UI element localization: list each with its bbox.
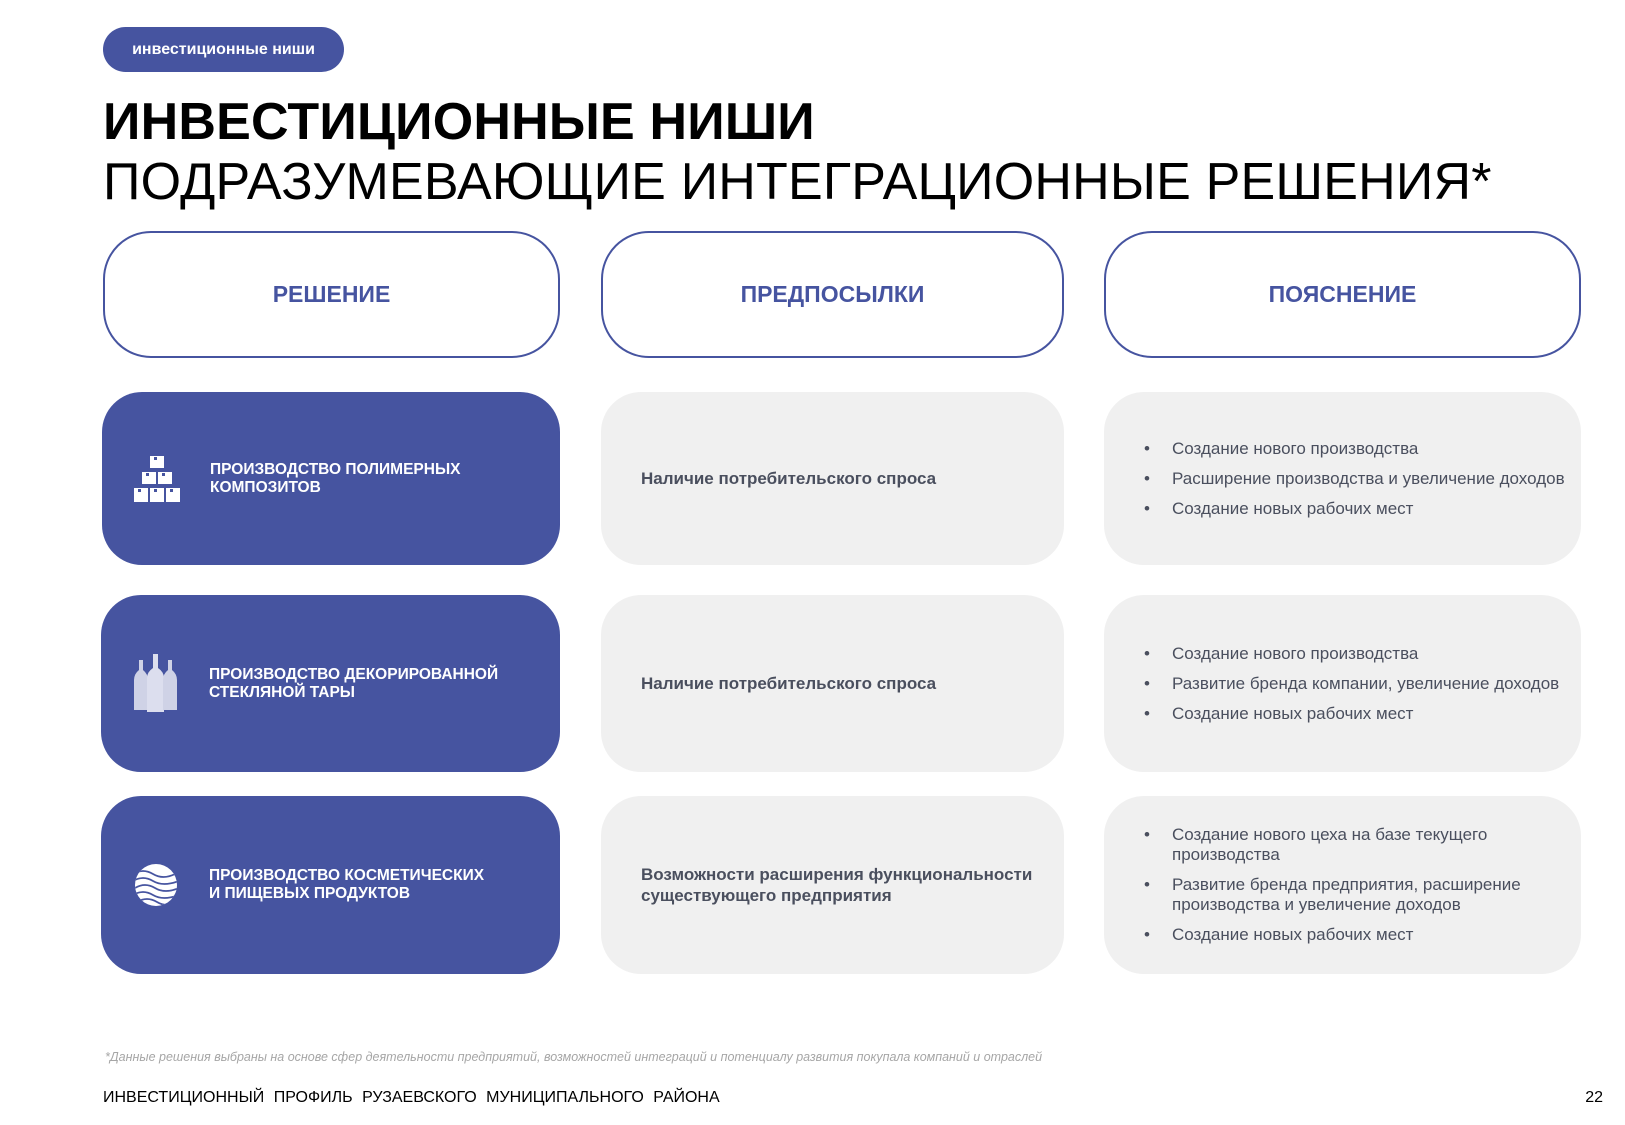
prerequisite-text-1: Наличие потребительского спроса	[641, 469, 937, 488]
bullet-icon: •	[1144, 673, 1150, 693]
page-title: ИНВЕСТИЦИОННЫЕ НИШИ	[103, 93, 815, 151]
solution-card-3	[101, 796, 560, 974]
list-item: • Создание новых рабочих мест	[1144, 498, 1414, 518]
page-subtitle: ПОДРАЗУМЕВАЮЩИЕ ИНТЕГРАЦИОННЫЕ РЕШЕНИЯ*	[103, 153, 1492, 211]
header-solution: РЕШЕНИЕ	[103, 231, 560, 358]
prerequisite-card-2	[601, 595, 1064, 772]
list-item: • Расширение производства и увеличение доходов	[1144, 468, 1565, 488]
footer-title: ИНВЕСТИЦИОННЫЙ ПРОФИЛЬ РУЗАЕВСКОГО МУНИЦИПАЛЬНОГО РАЙОНА	[103, 1089, 720, 1106]
explanation-list-2	[1144, 634, 1567, 734]
bullet-icon: •	[1144, 498, 1150, 518]
list-item: • Развитие бренда компании, увеличение доходов	[1144, 673, 1560, 693]
prerequisite-card-3	[601, 796, 1064, 974]
explanation-card-3	[1104, 796, 1581, 974]
list-item: • Создание нового производства	[1144, 438, 1419, 458]
section-tag: инвестиционные ниши	[103, 27, 344, 72]
list-item: • Создание нового цеха на базе текущего производства	[1144, 825, 1488, 864]
header-prerequisites: ПРЕДПОСЫЛКИ	[601, 231, 1064, 358]
header-explanation: ПОЯСНЕНИЕ	[1104, 231, 1581, 358]
bottles-icon	[129, 657, 183, 711]
bullet-icon: •	[1144, 643, 1150, 663]
bullet-icon: •	[1144, 468, 1150, 488]
footnote: *Данные решения выбраны на основе сфер деятельности предприятий, возможностей интеграций и потенциалу развития покупала компаний и отраслей	[105, 1050, 1043, 1064]
bullet-icon: •	[1144, 925, 1150, 944]
prerequisite-text-2: Наличие потребительского спроса	[641, 674, 937, 693]
list-item: • Создание нового производства	[1144, 643, 1419, 663]
solution-label-2: ПРОИЗВОДСТВО ДЕКОРИРОВАННОЙ СТЕКЛЯНОЙ ТАРЫ	[209, 665, 499, 701]
solution-label-1: ПРОИЗВОДСТВО ПОЛИМЕРНЫХ КОМПОЗИТОВ	[210, 460, 461, 496]
boxes-icon	[130, 452, 184, 506]
list-item: • Развитие бренда предприятия, расширение производства и увеличение доходов	[1144, 875, 1521, 914]
prerequisite-text-3: Возможности расширения функциональности существующего предприятия	[641, 865, 1033, 905]
solution-label-3: ПРОИЗВОДСТВО КОСМЕТИЧЕСКИХ И ПИЩЕВЫХ ПРОДУКТОВ	[209, 867, 485, 902]
bullet-icon: •	[1144, 438, 1150, 458]
solution-card-2	[101, 595, 560, 772]
page-number: 22	[1585, 1089, 1603, 1106]
bullet-icon: •	[1144, 875, 1150, 894]
explanation-card-1	[1104, 392, 1581, 565]
prerequisite-card-1	[601, 392, 1064, 565]
explanation-card-2	[1104, 595, 1581, 772]
bullet-icon: •	[1144, 703, 1150, 723]
explanation-list-1	[1144, 429, 1567, 529]
bullet-icon: •	[1144, 825, 1150, 844]
explanation-list-3	[1144, 815, 1567, 955]
solution-card-1	[102, 392, 560, 565]
list-item: • Создание новых рабочих мест	[1144, 925, 1414, 944]
list-item: • Создание новых рабочих мест	[1144, 703, 1414, 723]
wave-ball-icon	[129, 858, 183, 912]
